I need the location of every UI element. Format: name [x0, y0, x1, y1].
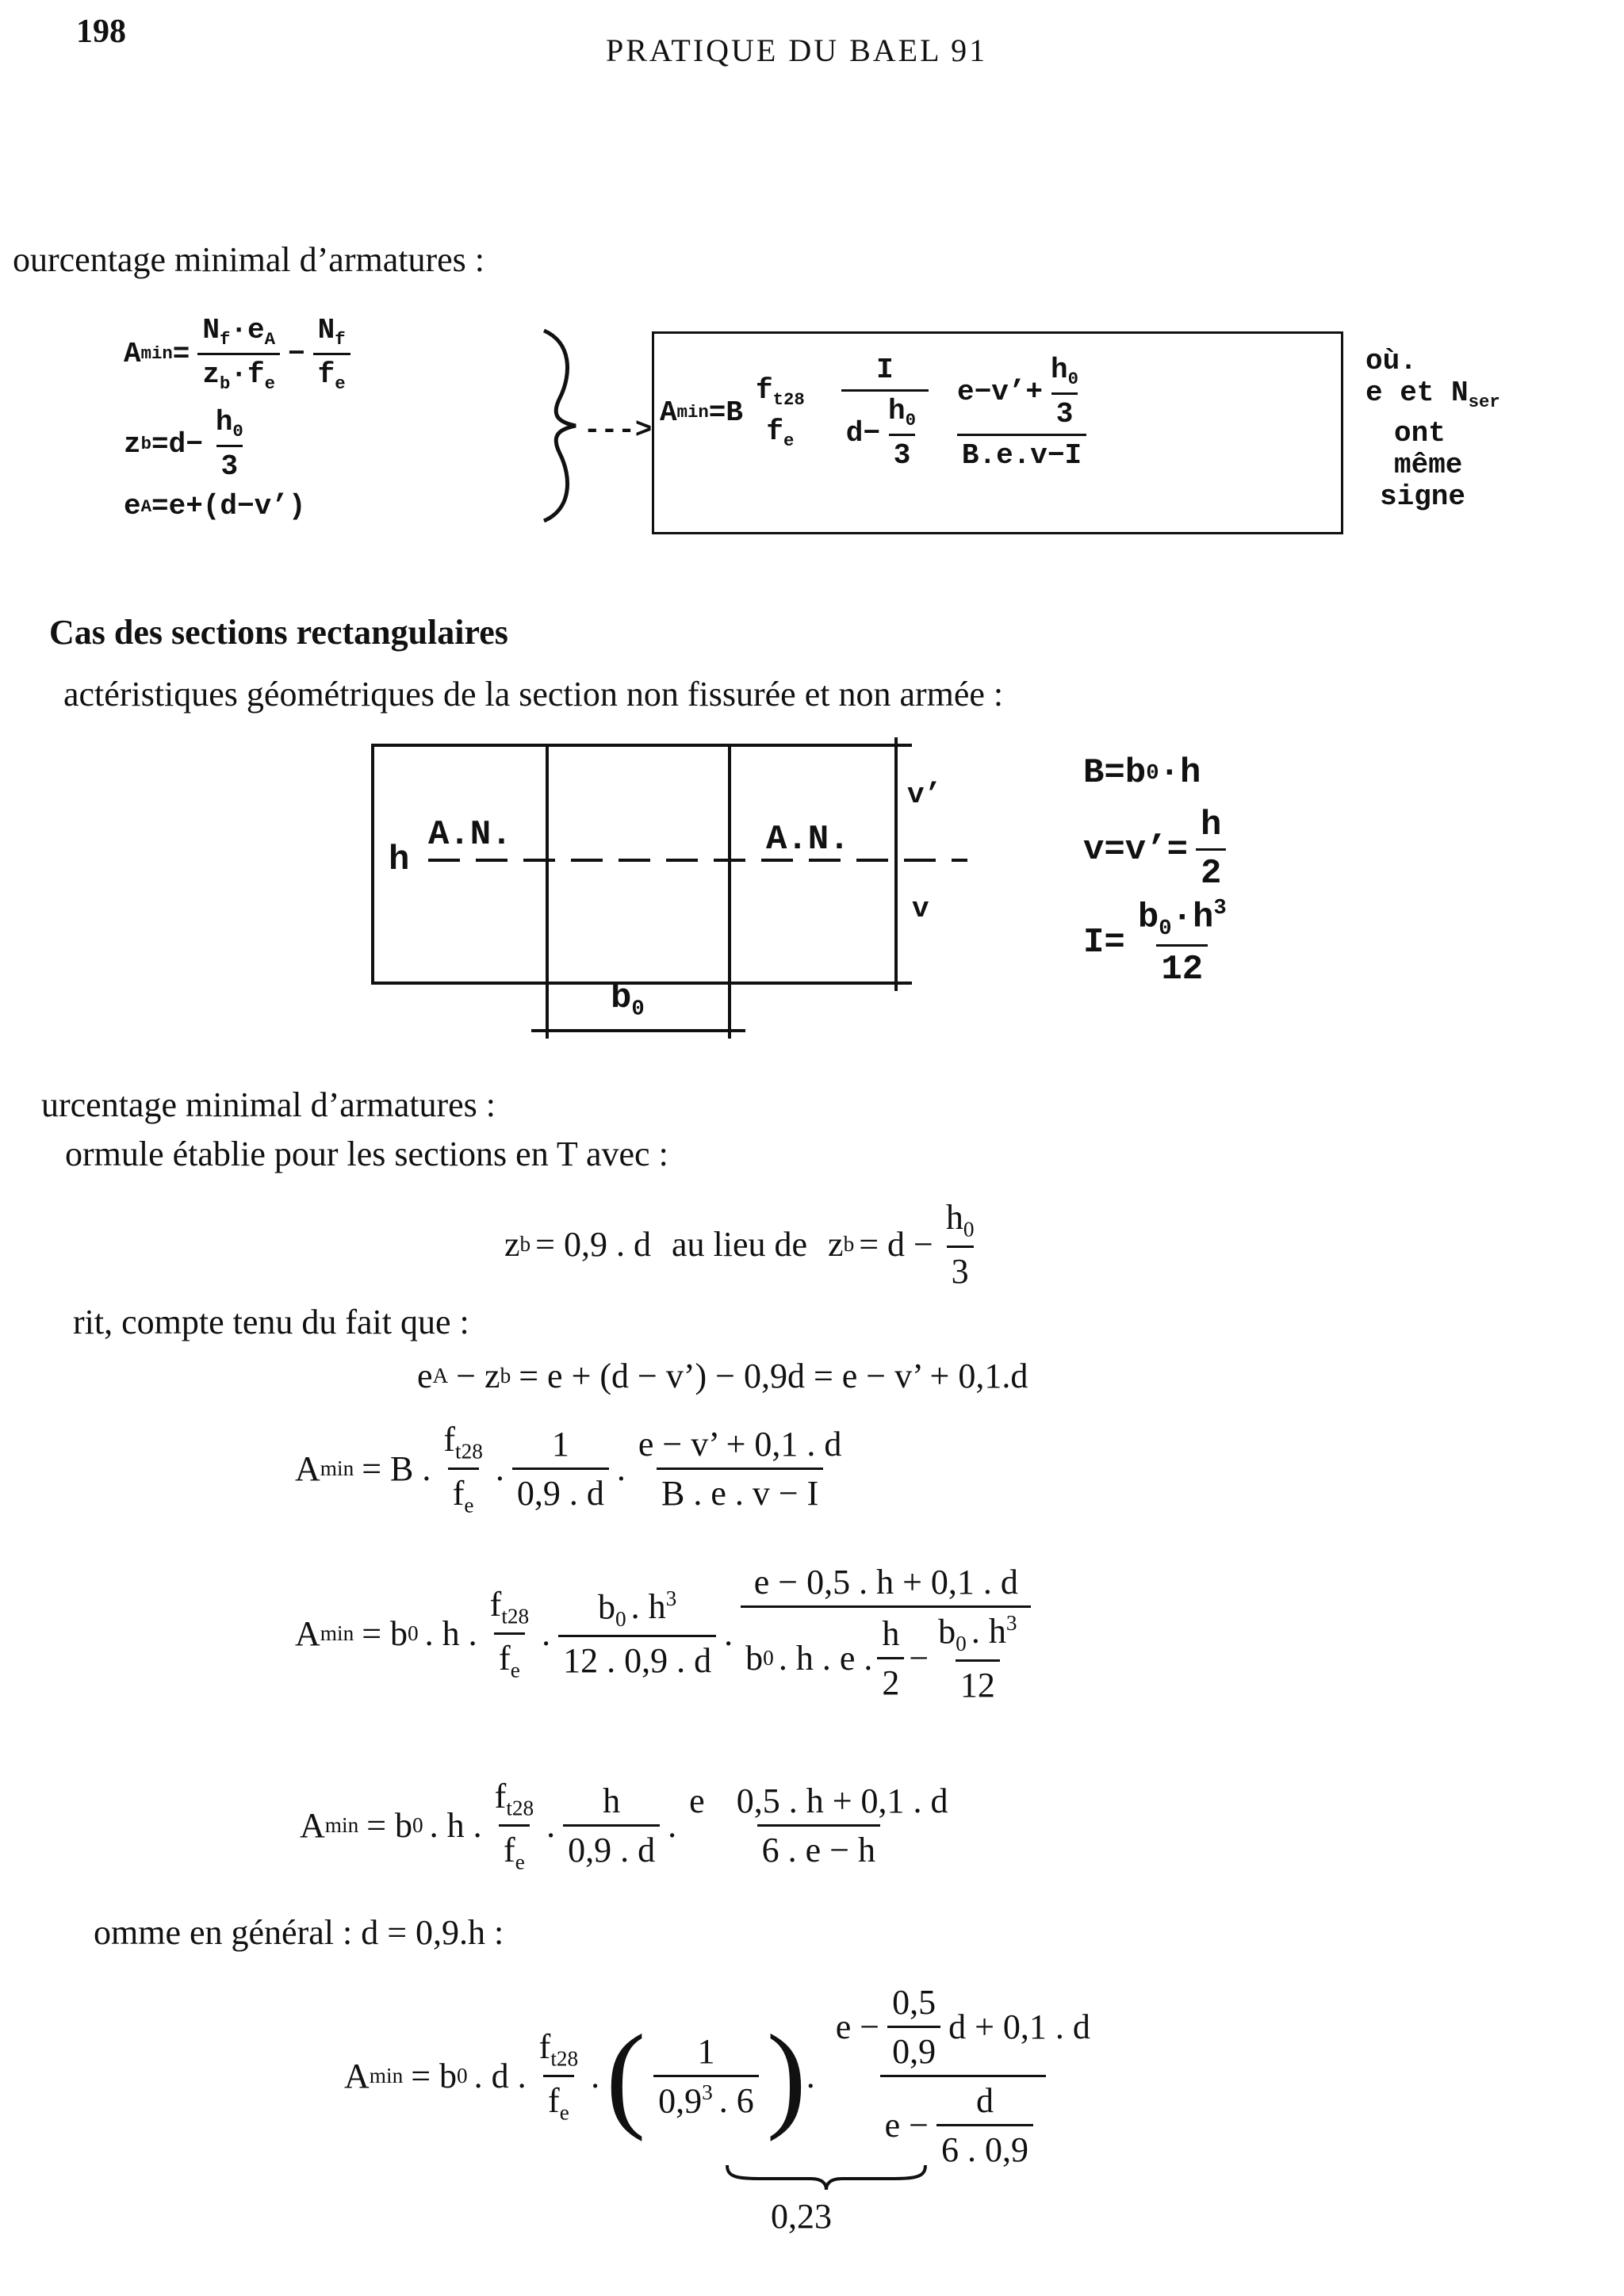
ea-zb-equation: e A − z b = e + (d − v’) − 0,9d = e − v’ + 0,1.d [417, 1357, 1028, 1395]
section-label-an-right: A.N. [766, 820, 850, 859]
section1-heading: ourcentage minimal d’armatures : [13, 240, 485, 279]
running-title: PRATIQUE DU BAEL 91 [606, 33, 988, 68]
page-number: 198 [76, 13, 126, 50]
section2-subtitle: actéristiques géométriques de la section non fissurée et non armée : [63, 675, 1004, 714]
section-label-v: v [912, 893, 929, 925]
section-label-h: h [389, 840, 410, 880]
rectangular-section-diagram [349, 729, 983, 1047]
underbrace-value: 0,23 [771, 2197, 832, 2236]
right-brace-icon [536, 327, 584, 525]
section3-line2: ormule établie pour les sections en T avec : [65, 1135, 668, 1173]
amin-result-formula: A min =B $f_{t28}$ $f_e$ I d− $\frac{h_0}{3}$ e−v’+ $\frac{h_0}{3}$ B.e.v−I [660, 354, 1099, 472]
arrow: ---> [584, 414, 653, 446]
amin-formula-1: A min = B . $\frac{f_{t28}}{f_e}$ . $\frac{1}{0,9 . d}$ . $\frac{e - v’ + 0,1 . d}{B . e . v - I}$ [295, 1420, 842, 1517]
amin-formula-ratio: A min = $\frac{N_f\cdot e_A}{z_b\cdot f_e}$ − $\frac{N_f}{f_e}$ [124, 314, 358, 394]
side-note: où. e et $N_{ser}$ ont même signe [1365, 345, 1500, 513]
formula-I: I= $\frac{b_0\cdot h^3}{12}$ [1083, 896, 1227, 989]
section-label-v-prime: v’ [907, 779, 942, 811]
amin-formula-3: A min = b 0 . h . $\frac{f_{t28}}{f_e}$ . $\frac{h}{0,9 . d}$ . e 0,5 . h + 0,1 . d 6 . e − h [300, 1777, 948, 1874]
section3-line3: rit, compte tenu du fait que : [73, 1303, 469, 1341]
ea-definition: e A =e+(d−v’) [124, 490, 306, 522]
underbrace-icon [723, 2161, 929, 2193]
section3-line4: omme en général : d = 0,9.h : [94, 1913, 504, 1952]
section2-heading: Cas des sections rectangulaires [49, 613, 508, 652]
zb-comparison: z b = 0,9 . d au lieu de z b = d − $\frac{h_0}{3}$ [504, 1198, 975, 1291]
formula-v: v=v’= $\frac{h}{2}$ [1083, 806, 1234, 894]
amin-formula-2: A min = b 0 . h . $\frac{f_{t28}}{f_e}$ . $\frac{b_0 . h^3}{12 . 0,9 . d}$ . e − 0,5 . h + 0,1 . d b 0 . h . e . $\frac{h}{2}$ − $\frac{b_0 . h^3}{12}$ [295, 1562, 1039, 1705]
section3-heading: urcentage minimal d’armatures : [41, 1085, 496, 1124]
section-label-b0: $b_0$ [611, 978, 645, 1022]
section-label-an-left: A.N. [428, 815, 512, 855]
amin-formula-4: A min = b 0 . d . $\frac{f_{t28}}{f_e}$ . ( $\frac{1}{0,9^3 . 6}$ ) . e − $\frac{0,5}{0,9}$ d + 0,1 . d e − $\frac{d}{6 . 0,9}$ [344, 1983, 1090, 2169]
zb-definition: z b =d− $\frac{h_0}{3}$ [124, 406, 243, 483]
formula-B: B=b 0 ·h [1083, 753, 1201, 793]
